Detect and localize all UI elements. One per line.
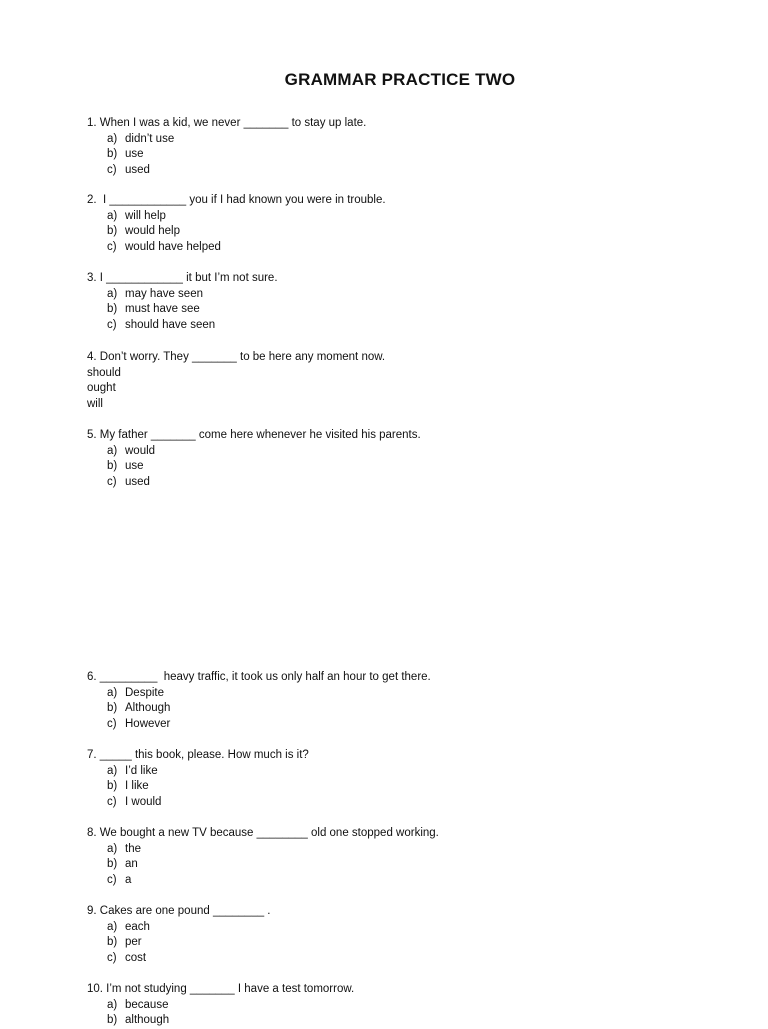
question-stem: 2. I ____________ you if I had known you were in trouble. bbox=[87, 194, 386, 206]
option-b: b) although bbox=[107, 1014, 170, 1027]
option-c: c) should have seen bbox=[107, 318, 216, 331]
question-8 bbox=[87, 826, 439, 888]
question-stem: 5. My father _______ come here whenever he visited his parents. bbox=[87, 429, 421, 441]
option-list bbox=[87, 132, 366, 179]
option-b: b) an bbox=[107, 858, 138, 871]
option-c: c) used bbox=[107, 163, 150, 176]
option-a: a) the bbox=[107, 842, 141, 855]
option-a: a) would bbox=[107, 444, 156, 457]
question-stem: 7. _____ this book, please. How much is it? bbox=[87, 749, 309, 761]
option-b: b) would help bbox=[107, 225, 180, 238]
option-a: a) may have seen bbox=[107, 287, 203, 300]
option-a: a) will help bbox=[107, 209, 166, 222]
option-list bbox=[87, 366, 385, 413]
question-stem: 6. _________ heavy traffic, it took us only half an hour to get there. bbox=[87, 671, 431, 683]
option-plain: will bbox=[87, 397, 103, 410]
page-title: GRAMMAR PRACTICE TWO bbox=[284, 70, 516, 89]
question-stem: 8. We bought a new TV because ________ old one stopped working. bbox=[87, 827, 439, 839]
question-stem: 9. Cakes are one pound ________ . bbox=[87, 905, 271, 917]
question-9 bbox=[87, 904, 271, 966]
question-1 bbox=[87, 116, 366, 178]
question-stem: 3. I ____________ it but I’m not sure. bbox=[87, 272, 278, 284]
option-a: a) I’d like bbox=[107, 764, 158, 777]
option-plain: should bbox=[87, 366, 121, 379]
option-c: c) a bbox=[107, 873, 132, 886]
option-list bbox=[87, 686, 431, 733]
option-list bbox=[87, 764, 309, 811]
option-list bbox=[87, 842, 439, 889]
option-list bbox=[87, 209, 386, 256]
option-a: a) each bbox=[107, 920, 150, 933]
question-2 bbox=[87, 193, 386, 255]
question-stem: 4. Don’t worry. They _______ to be here any moment now. bbox=[87, 351, 386, 363]
option-b: b) use bbox=[107, 148, 144, 161]
option-b: b) use bbox=[107, 460, 144, 473]
question-10 bbox=[87, 982, 354, 1029]
option-b: b) must have see bbox=[107, 303, 200, 316]
question-stem: 10. I’m not studying _______ I have a test tomorrow. bbox=[87, 983, 355, 995]
option-b: b) Although bbox=[107, 702, 171, 715]
option-c: c) I would bbox=[107, 795, 162, 808]
option-c: c) used bbox=[107, 475, 150, 488]
question-4 bbox=[87, 350, 385, 412]
question-3 bbox=[87, 271, 278, 333]
question-stem: 1. When I was a kid, we never _______ to stay up late. bbox=[87, 117, 367, 129]
option-a: a) because bbox=[107, 998, 169, 1011]
option-c: c) would have helped bbox=[107, 240, 221, 253]
option-list bbox=[87, 920, 271, 967]
option-list bbox=[87, 287, 278, 334]
option-b: b) I like bbox=[107, 780, 149, 793]
option-c: c) However bbox=[107, 717, 171, 730]
option-b: b) per bbox=[107, 936, 142, 949]
question-7 bbox=[87, 748, 309, 810]
question-5 bbox=[87, 428, 421, 490]
option-a: a) Despite bbox=[107, 686, 164, 699]
option-a: a) didn’t use bbox=[107, 132, 175, 145]
option-plain: ought bbox=[87, 382, 116, 395]
option-list bbox=[87, 444, 421, 491]
question-6 bbox=[87, 670, 431, 732]
option-list bbox=[87, 998, 354, 1029]
option-c: c) cost bbox=[107, 951, 147, 964]
